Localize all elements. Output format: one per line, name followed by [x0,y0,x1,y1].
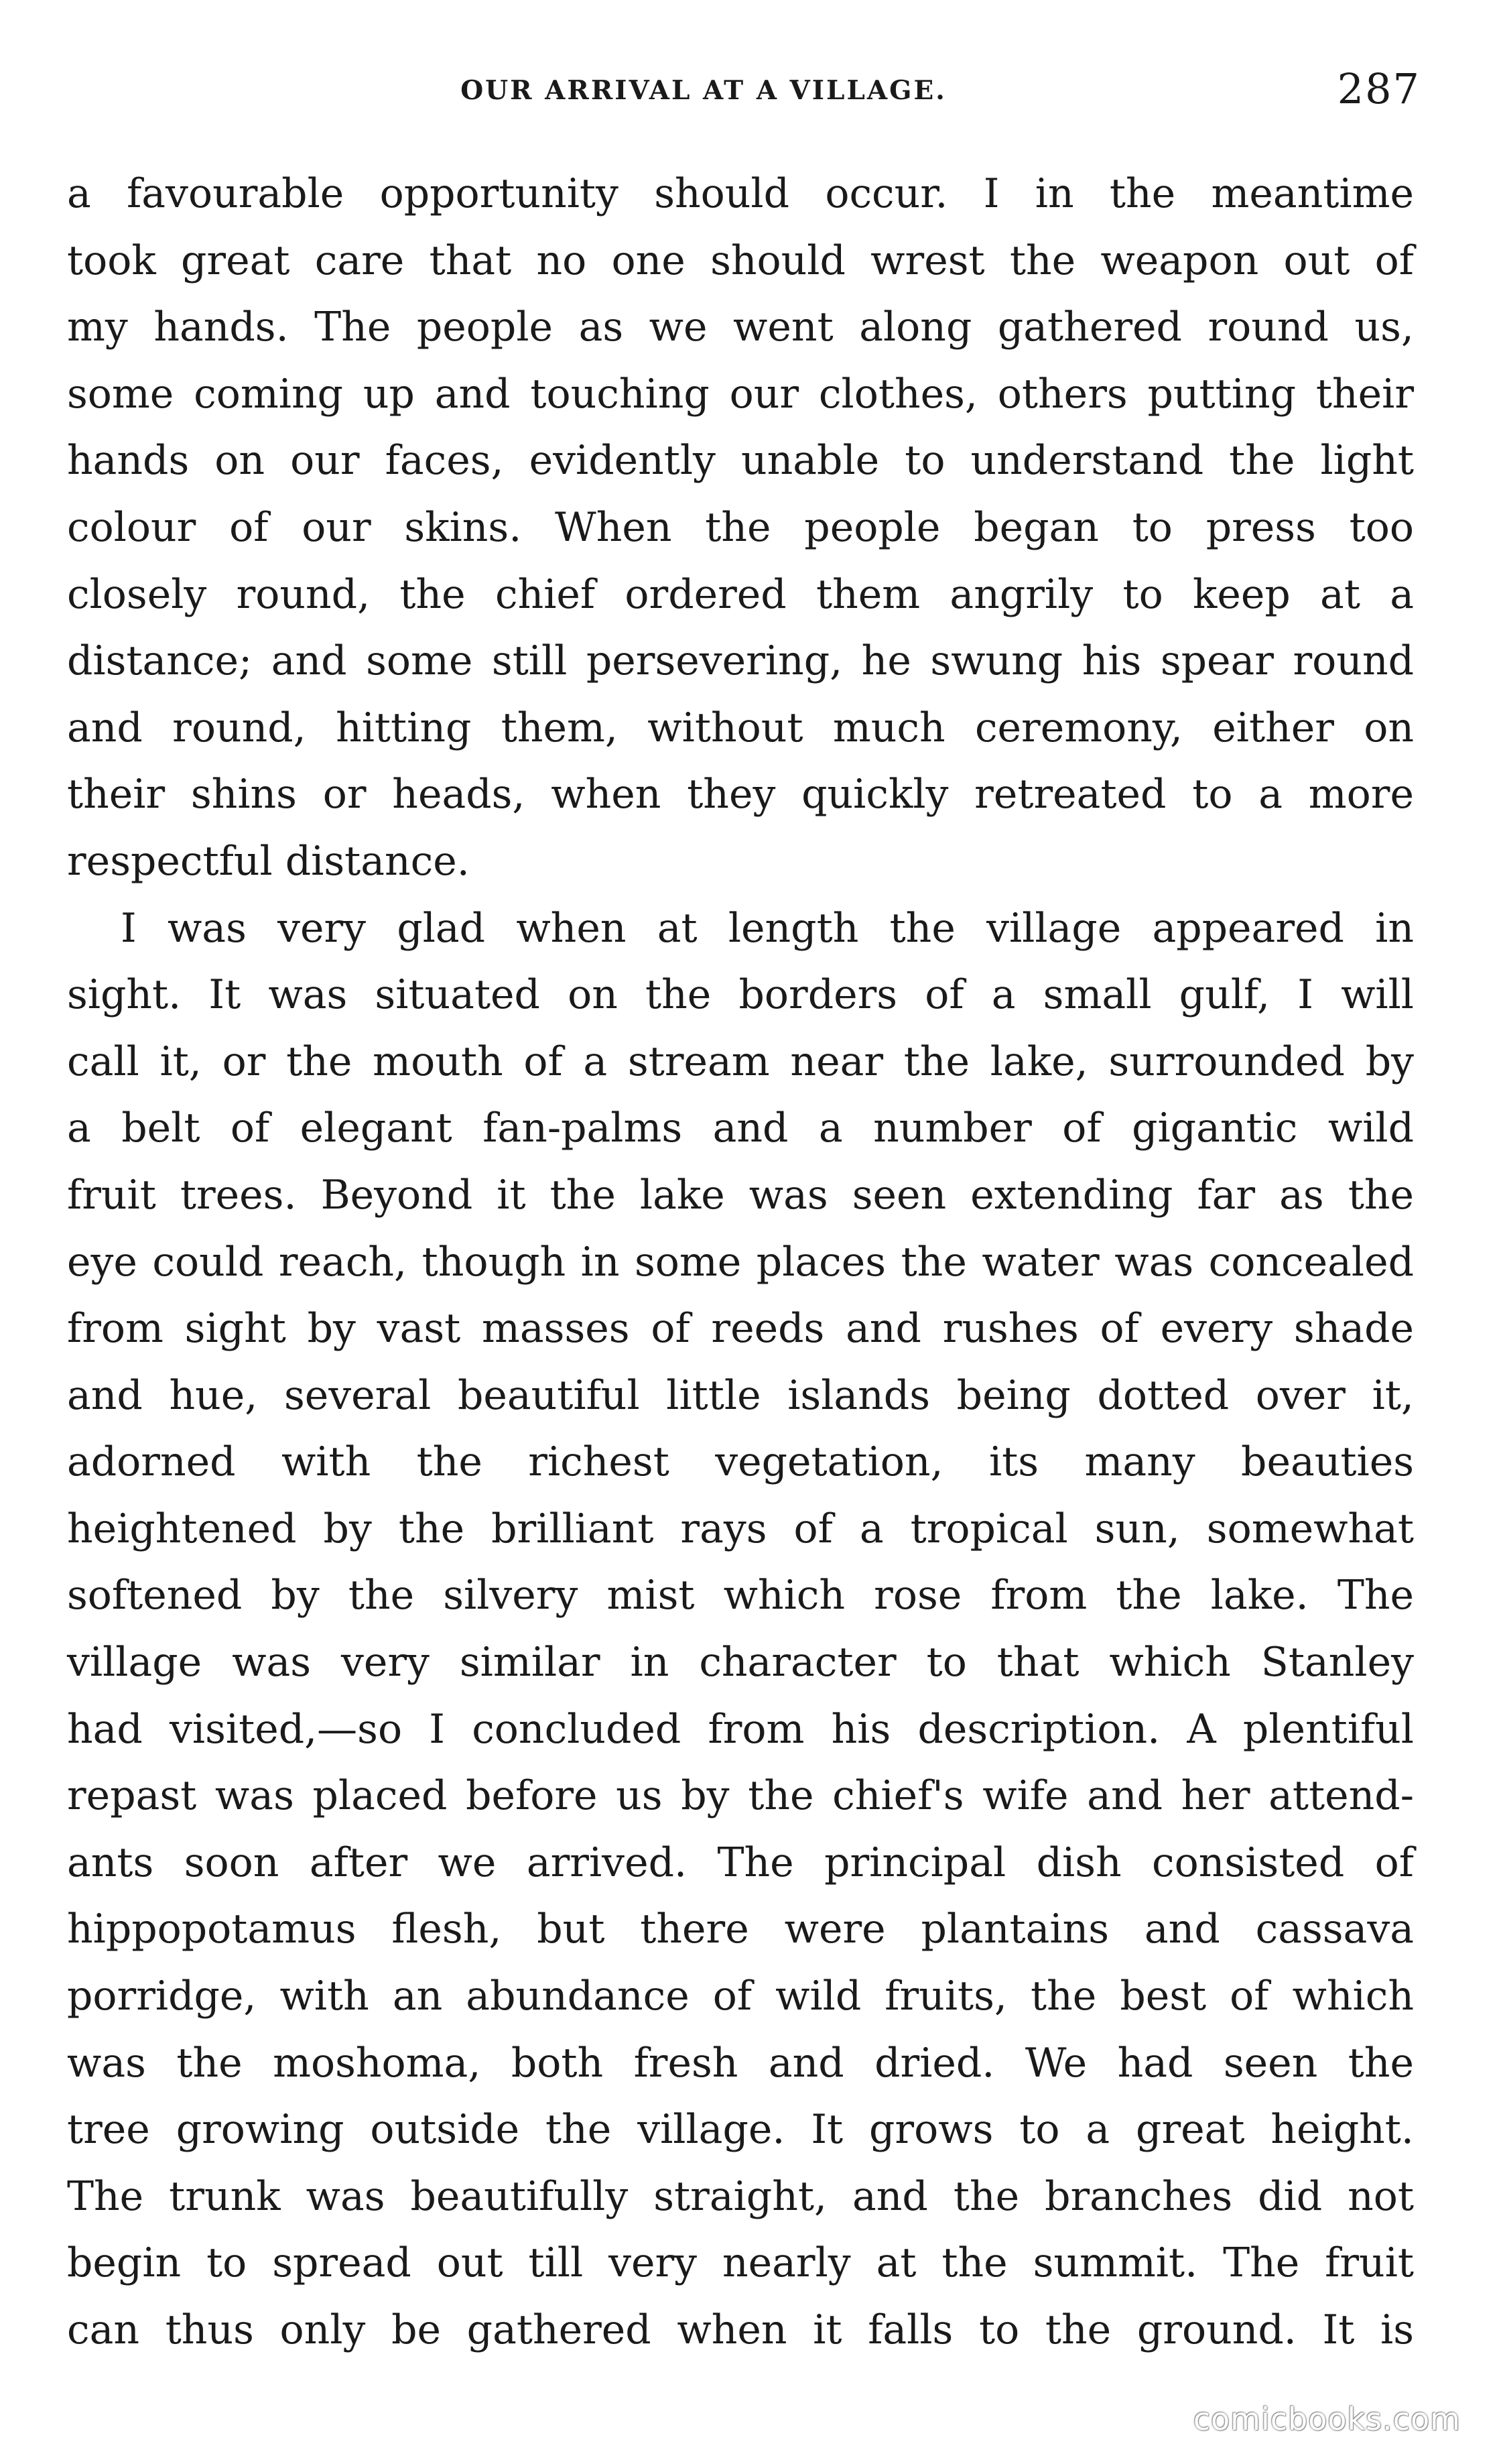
page-header [67,64,1421,118]
text-line: hippopotamus flesh, but there were plantains and cassava [67,1906,1414,1953]
paragraph-1 [67,161,1414,896]
text-line: eye could reach, though in some places the water was concealed [67,1238,1414,1286]
paragraph-2 [67,896,1414,2364]
text-line: from sight by vast masses of reeds and rushes of every shade [67,1305,1414,1353]
text-line: tree growing outside the village. It grows to a great height. [67,2106,1414,2154]
text-line: my hands. The people as we went along gathered round us, [67,304,1414,351]
text-line: some coming up and touching our clothes, others putting their [67,370,1414,418]
text-line: call it, or the mouth of a stream near the lake, surrounded by [67,1038,1414,1085]
text-line: ants soon after we arrived. The principal dish consisted of [67,1839,1414,1886]
text-line: can thus only be gathered when it falls to the ground. It is [67,2306,1414,2353]
text-line: village was very similar in character to that which Stanley [67,1639,1414,1686]
page-number: 287 [1337,64,1421,113]
text-line: took great care that no one should wrest the weapon out of [67,237,1414,284]
text-line: The trunk was beautifully straight, and the branches did not [67,2172,1414,2220]
text-line: heightened by the brilliant rays of a tropical sun, somewhat [67,1505,1414,1552]
text-line: adorned with the richest vegetation, its many beauties [67,1438,1414,1486]
text-line: distance; and some still persevering, he swung his spear round [67,637,1414,685]
text-line: fruit trees. Beyond it the lake was seen extending far as the [67,1171,1414,1219]
text-line: respectful distance. [67,837,470,885]
text-line: and hue, several beautiful little islands being dotted over it, [67,1371,1414,1419]
text-line: porridge, with an abundance of wild fruits, the best of which [67,1973,1414,2020]
text-line: and round, hitting them, without much ceremony, either on [67,704,1414,751]
text-line: a favourable opportunity should occur. I in the meantime [67,170,1414,217]
text-line: their shins or heads, when they quickly retreated to a more [67,771,1414,818]
text-line: a belt of elegant fan-palms and a number of gigantic wild [67,1105,1414,1152]
text-line: hands on our faces, evidently unable to understand the light [67,437,1414,485]
text-line: I was very glad when at length the village appeared in [121,904,1414,952]
text-line: repast was placed before us by the chief's wife and her attend- [67,1772,1414,1820]
running-head: OUR ARRIVAL AT A VILLAGE. [460,75,947,106]
text-line: was the moshoma, both fresh and dried. We had seen the [67,2039,1414,2087]
text-line: sight. It was situated on the borders of a small gulf, I will [67,971,1414,1019]
text-line: begin to spread out till very nearly at the summit. The fruit [67,2239,1414,2287]
body-text [67,161,1414,2364]
text-line: softened by the silvery mist which rose from the lake. The [67,1572,1414,1619]
text-line: had visited,—so I concluded from his description. A plentiful [67,1705,1414,1753]
watermark: comicbooks.com [1193,2401,1461,2437]
text-line: closely round, the chief ordered them angrily to keep at a [67,570,1414,618]
text-line: colour of our skins. When the people began to press too [67,503,1414,551]
